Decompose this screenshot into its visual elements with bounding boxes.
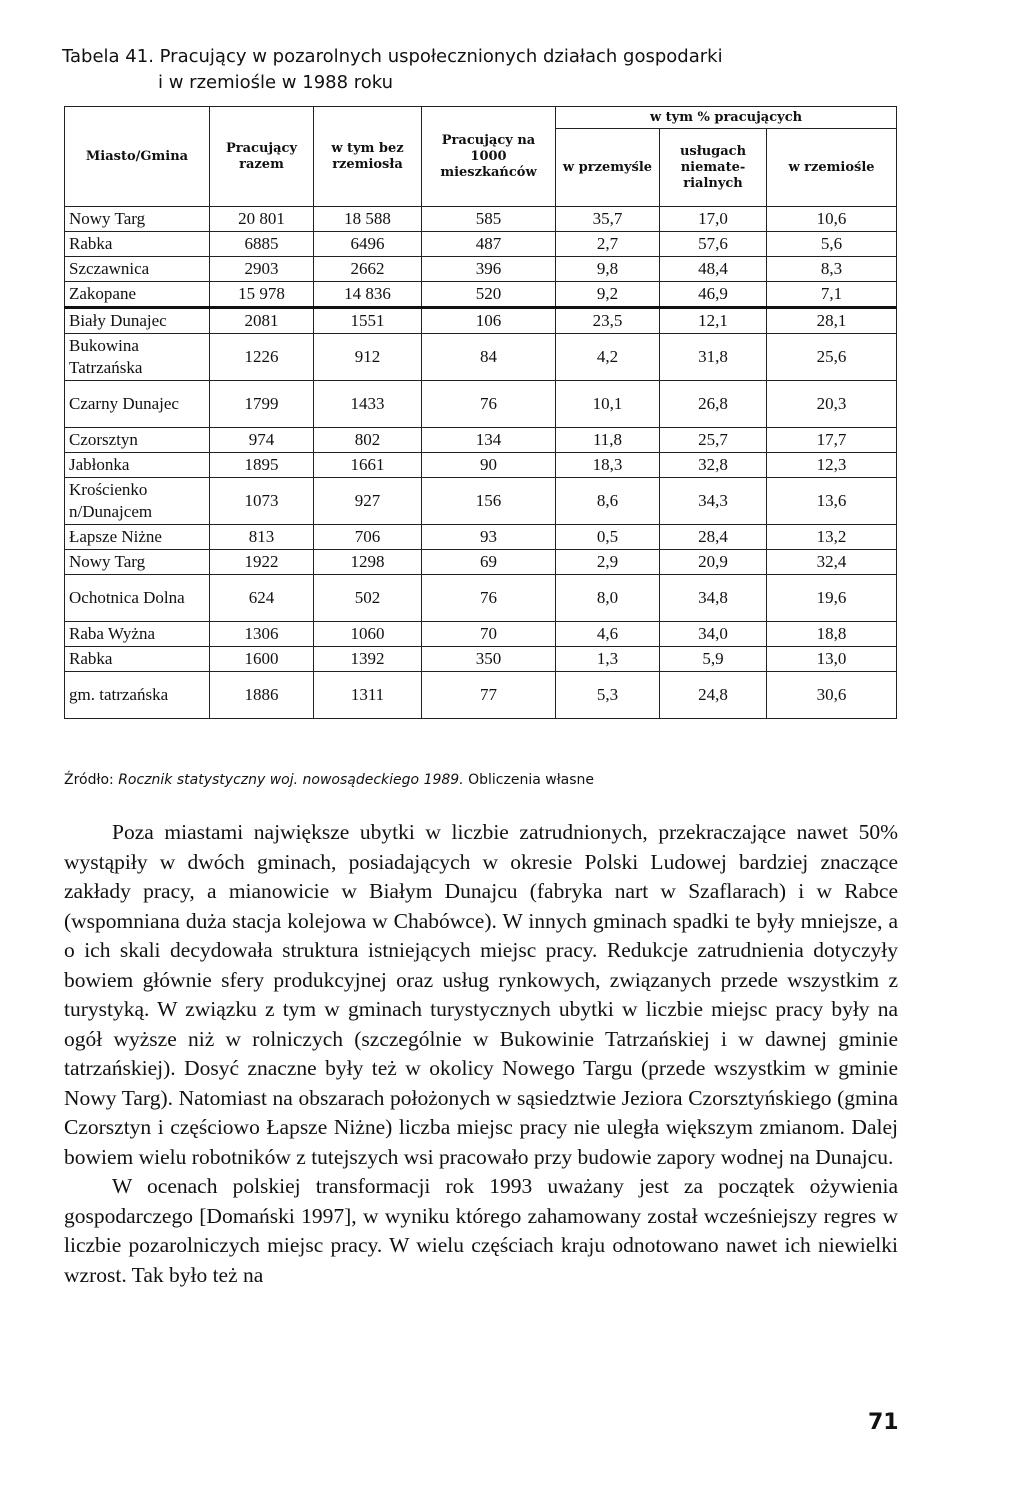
cell-na-1000: 156 (422, 478, 556, 525)
cell-uslugach: 28,4 (660, 525, 767, 550)
cell-bez-rzemiosla: 1661 (314, 453, 422, 478)
cell-bez-rzemiosla: 1311 (314, 672, 422, 719)
table-row (65, 308, 897, 334)
source-note (64, 770, 594, 790)
cell-bez-rzemiosla: 1060 (314, 622, 422, 647)
cell-bez-rzemiosla: 2662 (314, 257, 422, 282)
cell-uslugach: 24,8 (660, 672, 767, 719)
table-row (65, 282, 897, 308)
cell-name: Raba Wyżna (65, 622, 210, 647)
cell-rzemiosle: 32,4 (767, 550, 897, 575)
header-razem: Pracujący razem (210, 107, 314, 207)
cell-uslugach: 12,1 (660, 308, 767, 334)
cell-razem: 1799 (210, 381, 314, 428)
cell-na-1000: 93 (422, 525, 556, 550)
cell-rzemiosle: 18,8 (767, 622, 897, 647)
cell-uslugach: 5,9 (660, 647, 767, 672)
cell-razem: 1073 (210, 478, 314, 525)
cell-na-1000: 76 (422, 381, 556, 428)
table-row (65, 575, 897, 622)
table-row (65, 257, 897, 282)
cell-rzemiosle: 13,6 (767, 478, 897, 525)
cell-uslugach: 57,6 (660, 232, 767, 257)
cell-przemysle: 2,7 (556, 232, 660, 257)
cell-name: Szczawnica (65, 257, 210, 282)
cell-bez-rzemiosla: 6496 (314, 232, 422, 257)
cell-uslugach: 32,8 (660, 453, 767, 478)
cell-uslugach: 34,0 (660, 622, 767, 647)
table-row (65, 622, 897, 647)
cell-rzemiosle: 30,6 (767, 672, 897, 719)
data-table (64, 106, 897, 719)
cell-przemysle: 11,8 (556, 428, 660, 453)
cell-przemysle: 1,3 (556, 647, 660, 672)
cell-bez-rzemiosla: 802 (314, 428, 422, 453)
cell-razem: 974 (210, 428, 314, 453)
cell-uslugach: 34,8 (660, 575, 767, 622)
cell-przemysle: 9,2 (556, 282, 660, 308)
cell-przemysle: 35,7 (556, 207, 660, 232)
cell-razem: 1886 (210, 672, 314, 719)
cell-przemysle: 0,5 (556, 525, 660, 550)
table-row (65, 334, 897, 381)
cell-uslugach: 20,9 (660, 550, 767, 575)
cell-przemysle: 23,5 (556, 308, 660, 334)
cell-przemysle: 4,2 (556, 334, 660, 381)
table-row (65, 207, 897, 232)
table-row (65, 525, 897, 550)
cell-na-1000: 585 (422, 207, 556, 232)
cell-uslugach: 31,8 (660, 334, 767, 381)
cell-bez-rzemiosla: 927 (314, 478, 422, 525)
cell-bez-rzemiosla: 706 (314, 525, 422, 550)
cell-razem: 20 801 (210, 207, 314, 232)
cell-na-1000: 520 (422, 282, 556, 308)
header-bez-rzemiosla: w tym bez rzemiosła (314, 107, 422, 207)
table-caption (62, 44, 723, 96)
cell-uslugach: 26,8 (660, 381, 767, 428)
cell-na-1000: 69 (422, 550, 556, 575)
cell-przemysle: 4,6 (556, 622, 660, 647)
cell-rzemiosle: 10,6 (767, 207, 897, 232)
header-przemysle: w przemyśle (556, 129, 660, 207)
cell-na-1000: 134 (422, 428, 556, 453)
header-uslugach: usługach niemate-rialnych (660, 129, 767, 207)
table-row (65, 478, 897, 525)
source-title: Rocznik statystyczny woj. nowosądeckiego 1989. (118, 772, 464, 788)
cell-uslugach: 25,7 (660, 428, 767, 453)
cell-przemysle: 10,1 (556, 381, 660, 428)
cell-name: Biały Dunajec (65, 308, 210, 334)
cell-name: Bukowina Tatrzańska (65, 334, 210, 381)
source-prefix: Źródło: (64, 772, 119, 788)
table-row (65, 647, 897, 672)
cell-name: Rabka (65, 232, 210, 257)
table-row (65, 453, 897, 478)
cell-uslugach: 48,4 (660, 257, 767, 282)
cell-rzemiosle: 25,6 (767, 334, 897, 381)
cell-razem: 2081 (210, 308, 314, 334)
paragraph: Poza miastami największe ubytki w liczbie zatrudnionych, przekraczające nawet 50% wystąpiły w dwóch gminach, posiadających w okresie Polski Ludowej bardziej znaczące zakłady pracy, a mianowicie w Białym Dunajcu (fabryka nart w Szaflarach) i w Rabce (wspomniana duża stacja kolejowa w Chabówce). W innych gminach spadki te były mniejsze, a o ich skali decydowała struktura istniejących miejsc pracy. Redukcje zatrudnienia dotyczyły bowiem głównie sfery produkcyjnej oraz usług rynkowych, związanych przede wszystkim z turystyką. W związku z tym w gminach turystycznych ubytki w liczbie miejsc pracy były na ogół wyższe niż w rolniczych (szczególnie w Bukowinie Tatrzańskiej i w dawnej gminie tatrzańskiej). Dosyć znaczne były też w okolicy Nowego Targu (przede wszystkim w gminie Nowy Targ). Natomiast na obszarach położonych w sąsiedztwie Jeziora Czorsztyńskiego (gmina Czorsztyn i częściowo Łapsze Niżne) liczba miejsc pracy nie uległa większym zmianom. Dalej bowiem wielu robotników z tutejszych wsi pracowało przy budowie zapory wodnej na Dunajcu. (64, 820, 898, 1169)
paragraph: W ocenach polskiej transformacji rok 1993 uważany jest za początek ożywienia gospodarczego [Domański 1997], w wyniku którego zahamowany został wcześniejszy regres w liczbie pozarolniczych miejsc pracy. W wielu częściach kraju odnotowano nawet ich niewielki wzrost. Tak było też na (64, 1174, 898, 1287)
cell-razem: 1922 (210, 550, 314, 575)
table-row (65, 550, 897, 575)
table-row (65, 428, 897, 453)
cell-name: Jabłonka (65, 453, 210, 478)
cell-rzemiosle: 13,2 (767, 525, 897, 550)
cell-razem: 813 (210, 525, 314, 550)
cell-bez-rzemiosla: 1298 (314, 550, 422, 575)
cell-name: Łapsze Niżne (65, 525, 210, 550)
cell-name: Nowy Targ (65, 550, 210, 575)
header-group: w tym % pracujących (556, 107, 897, 129)
cell-rzemiosle: 20,3 (767, 381, 897, 428)
cell-razem: 624 (210, 575, 314, 622)
cell-rzemiosle: 13,0 (767, 647, 897, 672)
cell-name: Czarny Dunajec (65, 381, 210, 428)
cell-przemysle: 2,9 (556, 550, 660, 575)
cell-name: Nowy Targ (65, 207, 210, 232)
cell-na-1000: 70 (422, 622, 556, 647)
cell-rzemiosle: 7,1 (767, 282, 897, 308)
cell-na-1000: 90 (422, 453, 556, 478)
cell-rzemiosle: 19,6 (767, 575, 897, 622)
cell-name: Zakopane (65, 282, 210, 308)
page-number: 71 (868, 1410, 899, 1435)
cell-uslugach: 46,9 (660, 282, 767, 308)
cell-uslugach: 17,0 (660, 207, 767, 232)
cell-rzemiosle: 12,3 (767, 453, 897, 478)
cell-rzemiosle: 17,7 (767, 428, 897, 453)
cell-na-1000: 350 (422, 647, 556, 672)
cell-na-1000: 487 (422, 232, 556, 257)
cell-bez-rzemiosla: 1433 (314, 381, 422, 428)
cell-razem: 1600 (210, 647, 314, 672)
table-row (65, 232, 897, 257)
table-row (65, 381, 897, 428)
cell-bez-rzemiosla: 502 (314, 575, 422, 622)
cell-na-1000: 84 (422, 334, 556, 381)
cell-na-1000: 396 (422, 257, 556, 282)
cell-uslugach: 34,3 (660, 478, 767, 525)
cell-razem: 1226 (210, 334, 314, 381)
cell-bez-rzemiosla: 14 836 (314, 282, 422, 308)
cell-przemysle: 8,6 (556, 478, 660, 525)
cell-przemysle: 8,0 (556, 575, 660, 622)
cell-rzemiosle: 8,3 (767, 257, 897, 282)
cell-razem: 15 978 (210, 282, 314, 308)
cell-name: Krościenko n/Dunajcem (65, 478, 210, 525)
cell-name: Ochotnica Dolna (65, 575, 210, 622)
cell-rzemiosle: 5,6 (767, 232, 897, 257)
cell-razem: 6885 (210, 232, 314, 257)
cell-bez-rzemiosla: 1392 (314, 647, 422, 672)
table-row (65, 672, 897, 719)
caption-line-1: Tabela 41. Pracujący w pozarolnych uspołecznionych działach gospodarki (62, 46, 723, 67)
cell-na-1000: 77 (422, 672, 556, 719)
cell-na-1000: 76 (422, 575, 556, 622)
header-na-1000: Pracujący na 1000 mieszkańców (422, 107, 556, 207)
source-suffix: Obliczenia własne (463, 772, 595, 788)
cell-przemysle: 5,3 (556, 672, 660, 719)
cell-przemysle: 18,3 (556, 453, 660, 478)
cell-name: gm. tatrzańska (65, 672, 210, 719)
cell-rzemiosle: 28,1 (767, 308, 897, 334)
cell-na-1000: 106 (422, 308, 556, 334)
cell-razem: 1306 (210, 622, 314, 647)
cell-name: Rabka (65, 647, 210, 672)
body-text (64, 818, 898, 1290)
cell-bez-rzemiosla: 912 (314, 334, 422, 381)
cell-przemysle: 9,8 (556, 257, 660, 282)
cell-name: Czorsztyn (65, 428, 210, 453)
header-miasto: Miasto/Gmina (65, 107, 210, 207)
caption-line-2: i w rzemiośle w 1988 roku (158, 72, 394, 93)
cell-bez-rzemiosla: 18 588 (314, 207, 422, 232)
cell-bez-rzemiosla: 1551 (314, 308, 422, 334)
cell-razem: 2903 (210, 257, 314, 282)
header-rzemiosle: w rzemiośle (767, 129, 897, 207)
cell-razem: 1895 (210, 453, 314, 478)
